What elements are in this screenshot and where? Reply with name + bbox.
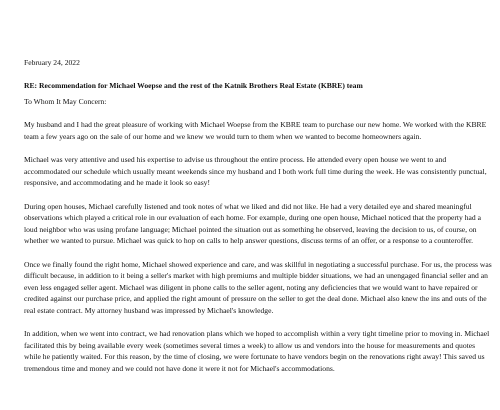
paragraph-open-houses: During open houses, Michael carefully listened and took notes of what we liked and did not like. He had a very detailed eye and shared meaningful observations which played a critical role in our evaluation of each home. For example, during one open house, Michael noticed that the property had a loud neighbor who was using profane language; Michael pointed the situation out as something he observed, leaving the decision to us, of course, on whether we wanted to pursue. Michael was quick to hop on calls to help answer questions, discuss terms of an offer, or a response to a counteroffer. <box>24 201 481 246</box>
letter-document <box>24 57 492 386</box>
paragraph-attentiveness: Michael was very attentive and used his expertise to advise us throughout the entire process. He attended every open house we went to and accommodated our schedule which usually meant weekends since my husband and I both work full time during the week. He was consistently punctual, responsive, and accommodating and he made it look so easy! <box>24 155 487 188</box>
paragraph-negotiation: Once we finally found the right home, Michael showed experience and care, and was skillful in negotiating a successful purchase. For us, the process was difficult because, in addition to it being a seller's market with high premiums and multiple bidder situations, we had an unengaged financial seller and an even less engaged seller agent. Michael was diligent in phone calls to the seller agent, noting any deficiencies that we would want to have repaired or credited against our purchase price, and applied the right amount of pressure on the seller to get the deal done. Michael also knew the ins and outs of the real estate contract. My attorney husband was impressed by Michael's knowledge. <box>24 259 492 315</box>
letter-salutation: To Whom It May Concern: <box>24 97 107 107</box>
letter-subject: RE: Recommendation for Michael Woepse and the rest of the Katnik Brothers Real Estate (KBRE) team <box>24 81 363 91</box>
letter-date: February 24, 2022 <box>24 58 80 67</box>
paragraph-introduction: My husband and I had the great pleasure of working with Michael Woepse from the KBRE team to purchase our new home. We worked with the KBRE team a few years ago on the sale of our home and we knew we would turn to them when we wanted to become homeowners again. <box>24 120 487 142</box>
paragraph-renovations: In addition, when we went into contract, we had renovation plans which we hoped to accomplish within a very tight timeline prior to moving in. Michael facilitated this by being available every week (sometimes several times a week) to allow us and vendors into the house for measurements and quotes while he patiently waited. For this reason, by the time of closing, we were fortunate to have vendors begin on the renovations right away! This saved us tremendous time and money and we could not have done it were it not for Michael's accommodations. <box>24 329 490 373</box>
